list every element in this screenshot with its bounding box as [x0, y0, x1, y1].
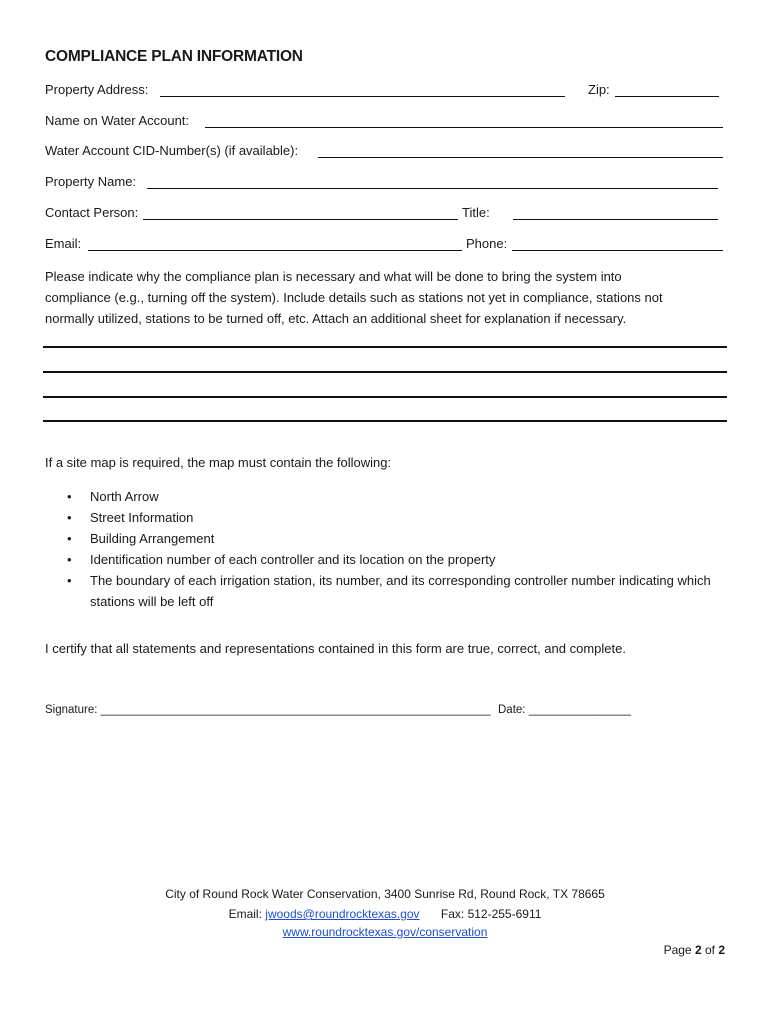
instructions-line: compliance (e.g., turning off the system). Include details such as stations not yet in compliance, stations not — [45, 290, 663, 305]
instructions-paragraph — [45, 266, 735, 329]
date-label: Date: — [498, 704, 526, 716]
bullet-icon: • — [67, 510, 72, 525]
list-item — [45, 528, 735, 549]
bullet-icon: • — [67, 552, 72, 567]
property-name-field[interactable] — [147, 188, 718, 189]
contact-person-label: Contact Person: — [45, 205, 139, 220]
row-property-address — [45, 82, 724, 102]
footer-email-link[interactable]: jwoods@roundrocktexas.gov — [265, 907, 420, 921]
footer-email-label: Email: — [228, 907, 262, 921]
row-cid-number — [45, 143, 724, 163]
list-item — [45, 507, 735, 528]
zip-label: Zip: — [588, 82, 610, 97]
page-total: 2 — [718, 943, 725, 957]
cid-number-label: Water Account CID-Number(s) (if available): — [45, 143, 299, 158]
cid-number-field[interactable] — [318, 157, 723, 158]
date-field[interactable]: ________________ — [528, 704, 632, 716]
site-map-list — [45, 486, 735, 612]
bullet-icon: • — [67, 489, 72, 504]
title-field[interactable] — [513, 219, 718, 220]
property-address-label: Property Address: — [45, 82, 149, 97]
zip-field[interactable] — [615, 96, 719, 97]
instructions-line: normally utilized, stations to be turned off, etc. Attach an additional sheet for explanation if necessary. — [45, 311, 627, 326]
site-map-intro: If a site map is required, the map must contain the following: — [45, 455, 392, 470]
bullet-icon: • — [67, 573, 72, 588]
explanation-line[interactable] — [43, 396, 727, 398]
list-item — [45, 570, 735, 612]
list-item — [45, 549, 735, 570]
footer-address: City of Round Rock Water Conservation, 3400 Sunrise Rd, Round Rock, TX 78665 — [165, 887, 605, 901]
list-item — [45, 486, 735, 507]
list-item-text: Identification number of each controller and its location on the property — [90, 552, 496, 567]
explanation-line[interactable] — [43, 420, 727, 422]
title-label: Title: — [462, 205, 490, 220]
phone-label: Phone: — [466, 236, 508, 251]
phone-field[interactable] — [512, 250, 723, 251]
certification-statement: I certify that all statements and representations contained in this form are true, correct, and complete. — [45, 641, 626, 656]
list-item-text: Building Arrangement — [90, 531, 215, 546]
page-of: of — [701, 943, 719, 957]
list-item-text: The boundary of each irrigation station, its number, and its corresponding controller number indicating which stations will be left off — [90, 573, 711, 609]
property-address-field[interactable] — [160, 96, 565, 97]
row-contact-person — [45, 205, 724, 225]
property-name-label: Property Name: — [45, 174, 137, 189]
page-current: 2 — [694, 943, 702, 957]
list-item-text: Street Information — [90, 510, 194, 525]
instructions-line: Please indicate why the compliance plan is necessary and what will be done to bring the system into — [45, 269, 622, 284]
list-item-text: North Arrow — [90, 489, 159, 504]
email-field[interactable] — [88, 250, 462, 251]
contact-person-field[interactable] — [143, 219, 458, 220]
explanation-line[interactable] — [43, 346, 727, 348]
row-name-on-account — [45, 113, 724, 133]
page-number — [664, 943, 725, 957]
signature-field[interactable]: _____________________________________________________________ — [100, 704, 491, 716]
name-on-account-label: Name on Water Account: — [45, 113, 190, 128]
row-property-name — [45, 174, 724, 194]
footer-website-row — [0, 925, 770, 939]
footer-fax: Fax: 512-255-6911 — [440, 907, 542, 921]
form-title: COMPLIANCE PLAN INFORMATION — [45, 48, 303, 65]
email-label: Email: — [45, 236, 82, 251]
explanation-line[interactable] — [43, 371, 727, 373]
signature-label: Signature: — [45, 704, 98, 716]
name-on-account-field[interactable] — [205, 127, 723, 128]
signature-row — [45, 704, 631, 716]
bullet-icon: • — [67, 531, 72, 546]
footer-contact — [0, 907, 770, 921]
row-email-phone — [45, 236, 724, 256]
page-prefix: Page — [663, 943, 695, 957]
footer-website-link[interactable]: www.roundrocktexas.gov/conservation — [282, 925, 488, 939]
